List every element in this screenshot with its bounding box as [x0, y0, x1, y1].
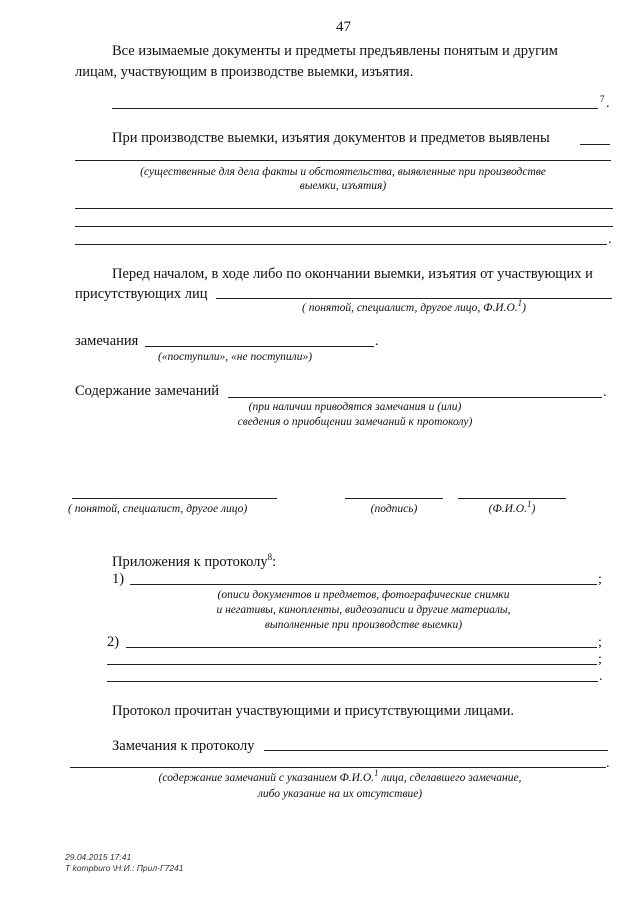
page-number: 47 — [336, 19, 351, 35]
para1-footnote-mark: 7 — [600, 94, 605, 104]
attachment-blank-1-semicolon: ; — [598, 652, 602, 667]
attachment-item2-semicolon: ; — [598, 635, 602, 650]
blank-line-1 — [75, 208, 613, 209]
para3-line2: присутствующих лиц — [75, 286, 208, 302]
attachment-blank-line-2 — [107, 681, 598, 682]
attachment-item2-label: 2) — [107, 634, 120, 650]
para2-caption-line2: выемки, изъятия) — [299, 180, 387, 192]
footer-date: 29.04.2015 17:41 — [65, 852, 132, 862]
signature-sign-caption: (подпись) — [370, 503, 418, 515]
blank-line-3-period: . — [608, 232, 612, 247]
attachment-item2-line — [126, 647, 597, 648]
remarks-caption: («поступили», «не поступили») — [157, 351, 313, 363]
para1-line2: лицам, участвующим в производстве выемки, изъятия. — [75, 64, 414, 80]
content-period: . — [603, 385, 607, 400]
read-statement: Протокол прочитан участвующими и присутствующими лицами. — [112, 703, 514, 719]
protocol-remarks-blank-line — [70, 767, 606, 768]
signature-sign-line — [345, 498, 443, 499]
blank-line-2 — [75, 226, 613, 227]
para1-period: . — [606, 96, 610, 111]
signature-person-caption: ( понятой, специалист, другое лицо) — [68, 503, 248, 515]
content-caption-line1: (при наличии приводятся замечания и (или) — [248, 401, 462, 413]
attachments-caption-line1: (описи документов и предметов, фотографические снимки — [217, 589, 510, 601]
protocol-remarks-caption-line2: либо указание на их отсутствие) — [257, 788, 423, 800]
remarks-fill-line — [145, 346, 374, 347]
remarks-label: замечания — [75, 333, 139, 349]
content-fill-line — [228, 397, 602, 398]
para3-fill-line — [216, 298, 612, 299]
para3-caption: ( понятой, специалист, другое лицо, Ф.И.О.$^1$) — [302, 298, 526, 314]
signature-fio-caption: (Ф.И.О.$^1$) — [488, 499, 536, 515]
footer-author: Т kompburo \Н.И.: Прил-Г7241 — [65, 863, 184, 873]
blank-line-3 — [75, 244, 607, 245]
attachment-blank-line-1 — [107, 664, 597, 665]
content-caption-line2: сведения о приобщении замечаний к протоколу) — [237, 416, 473, 428]
remarks-period: . — [375, 334, 379, 349]
attachments-caption-line2: и негативы, кинопленты, видеозаписи и другие материалы, — [216, 604, 511, 616]
para2-fill-short — [580, 144, 610, 145]
protocol-remarks-label: Замечания к протоколу — [112, 738, 255, 754]
para2-fill-line — [75, 160, 611, 161]
para1-fill-line — [112, 108, 598, 109]
attachments-title: Приложения к протоколу$^8$: — [112, 552, 277, 570]
attachment-item1-label: 1) — [112, 571, 125, 587]
attachment-item1-semicolon: ; — [598, 572, 602, 587]
para2-line1: При производстве выемки, изъятия документов и предметов выявлены — [112, 130, 550, 146]
attachment-blank-2-period: . — [599, 669, 603, 684]
signature-fio-line — [458, 498, 566, 499]
content-label: Содержание замечаний — [75, 383, 220, 399]
protocol-remarks-caption-line1: (содержание замечаний с указанием Ф.И.О.$^1$ лица, сделавшего замечание, — [158, 768, 522, 784]
para2-caption-line1: (существенные для дела факты и обстоятельства, выявленные при производстве — [140, 166, 546, 178]
signature-person-line — [72, 498, 277, 499]
attachments-caption-line3: выполненные при производстве выемки) — [264, 619, 463, 631]
protocol-remarks-period: . — [606, 756, 610, 771]
para1-line1: Все изымаемые документы и предметы предъявлены понятым и другим — [112, 43, 558, 59]
attachment-item1-line — [130, 584, 597, 585]
protocol-remarks-line — [264, 750, 608, 751]
para3-line1: Перед началом, в ходе либо по окончании выемки, изъятия от участвующих и — [112, 266, 593, 282]
